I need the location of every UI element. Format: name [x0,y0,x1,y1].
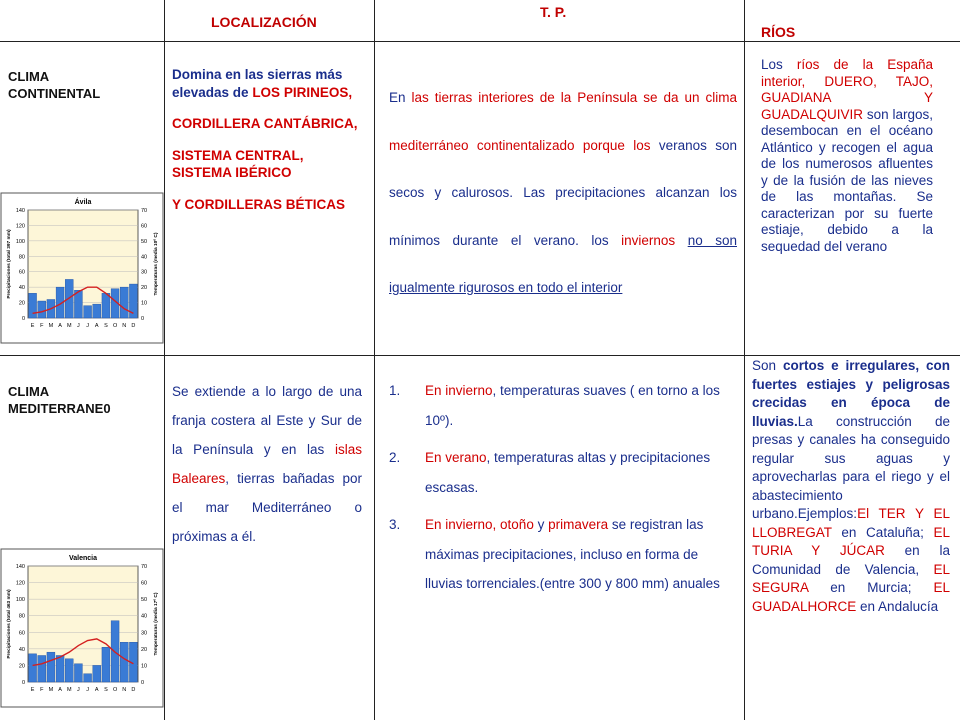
mediterraneo-rios-r4: EL GUADALHORCE [752,580,950,614]
y2-tick-label: 20 [141,646,148,653]
mediterraneo-tp-red: En invierno, otoño [425,517,534,532]
continental-tp-red1: las tierras interiores de la Península se da un clima mediterráneo continentalizado porque los [389,90,737,153]
mediterraneo-tp-item [389,510,737,599]
continental-tp-underline: no son igualmente rigurosos en todo el interior [389,232,737,295]
header-tp: T. P. [540,4,567,20]
mediterraneo-rios-t4: en Andalucía [856,598,939,614]
table-border-col-1 [164,0,165,720]
y-tick-label: 140 [15,208,25,214]
precip-bar [102,293,110,318]
mediterraneo-rios-mid: La construcción de presas y canales ha conseguido regular sus aguas y aprovecharlas para el riego y el abastecimiento urbano.Ejemplos: [752,413,950,521]
x-tick-label: D [131,687,136,693]
mediterraneo-rios-t1: en Cataluña; [831,524,934,540]
y-tick-label: 120 [15,223,25,230]
mediterraneo-tp-red2: primavera [548,517,609,532]
continental-loc-item: CORDILLERA CANTÁBRICA, [172,116,358,131]
continental-loc-pirineos: LOS PIRINEOS, [252,84,353,100]
table-border-col-3 [744,0,745,720]
continental-rios-post: son largos, desembocan en el océano Atlántico y recogen el agua de los numerosos afluentes y de la fusión de las nieves de las montañas. Se caracterizan por su fuerte estiaje, debido a la sequedad del verano [761,106,933,254]
mediterraneo-loc-red: islas Baleares [172,442,362,486]
precip-bar [56,655,64,682]
table-border-row-2 [0,355,960,356]
chart-title: Ávila [74,199,92,206]
y2-tick-label: 0 [141,680,145,686]
mediterraneo-rios-pre: Son [752,358,783,373]
mediterraneo-rios-r3: EL SEGURA [752,561,950,595]
y2-tick-label: 70 [141,564,148,570]
x-tick-label: M [66,323,72,329]
x-tick-label: N [122,687,127,693]
mediterraneo-tp-rest: se registran las máximas precipitaciones, incluso en forma de lluvias torrenciales.(entre 300 y 800 mm) anuales [425,517,720,591]
x-tick-label: E [30,687,35,693]
y2-tick-label: 20 [141,285,148,292]
mediterraneo-rios-r2: EL TURIA Y JÚCAR [752,524,950,558]
table-border-row-1 [0,41,960,42]
continental-tp-pre: En [389,90,412,105]
y-axis-label: Precipitaciones (total 463 mm) [7,589,12,659]
x-tick-label: A [94,687,99,693]
precip-bar [38,301,46,318]
precip-bar [93,304,101,318]
x-tick-label: J [86,687,89,693]
x-tick-label: N [122,323,127,329]
precip-bar [120,287,128,318]
y-tick-label: 100 [15,597,25,604]
precip-bar [102,647,110,682]
table-border-col-2 [374,0,375,720]
y2-tick-label: 60 [141,223,148,230]
mediterraneo-tp-red: En verano [425,450,487,465]
continental-tp-red2: inviernos [621,232,676,248]
y2-tick-label: 30 [141,630,148,637]
mediterraneo-rios-t2: en la Comunidad de Valencia, [752,543,950,577]
y-tick-label: 20 [18,300,25,307]
precip-bar [47,652,55,682]
continental-rios-rivers: DUERO, TAJO, GUADIANA Y GUADALQUIVIR [761,73,933,122]
y-tick-label: 140 [15,564,25,570]
mediterraneo-rios-bold: cortos e irregulares, con fuertes estiajes y peligrosas crecidas en época de lluvias. [752,358,950,429]
precip-bar [93,665,101,682]
y2-axis-label: Temperaturas (media 10º C) [154,232,159,296]
precip-bar [84,674,92,682]
mediterraneo-loc-pre: Se extiende a lo largo de una franja costera al Este y Sur de la Península y en las [172,384,362,457]
row-label-continental: CLIMA CONTINENTAL [8,69,101,101]
x-tick-label: F [40,323,44,329]
continental-loc-item: SISTEMA CENTRAL, SISTEMA IBÉRICO [172,147,304,180]
x-tick-label: J [77,323,80,329]
climate-chart-valencia [0,548,164,708]
x-tick-label: O [112,687,118,693]
y2-tick-label: 0 [141,316,145,322]
continental-loc-item: Y CORDILLERAS BÉTICAS [172,196,346,212]
mediterraneo-tp-rest: , temperaturas suaves ( en torno a los 10º). [425,383,720,428]
x-tick-label: A [58,687,62,693]
chart-title: Valencia [68,555,98,562]
x-tick-label: J [86,323,89,329]
mediterraneo-tp-item [389,443,737,502]
continental-rios-red: ríos de la España interior, [761,57,933,89]
x-tick-label: M [66,687,72,693]
mediterraneo-tp-rest: , temperaturas altas y precipitaciones escasas. [425,450,711,495]
x-tick-label: F [40,687,44,693]
header-localizacion: LOCALIZACIÓN [211,14,317,30]
precip-bar [74,664,82,682]
y-tick-label: 40 [18,285,25,292]
y-tick-label: 20 [18,663,25,670]
y-tick-label: 80 [18,613,25,620]
list-number: 3. [389,517,401,532]
y2-tick-label: 10 [141,663,148,670]
continental-localizacion [172,66,362,227]
precip-bar [38,655,46,682]
y2-tick-label: 60 [141,580,148,587]
y-tick-label: 60 [18,630,25,637]
y-tick-label: 80 [18,254,25,261]
y-tick-label: 60 [18,269,25,276]
continental-tp-mid: veranos son secos y calurosos. Las precipitaciones alcanzan los mínimos durante el verano. los [389,137,737,248]
mediterraneo-rios-r1: El TER Y EL LLOBREGAT [752,506,950,540]
y2-tick-label: 70 [141,208,148,214]
mediterraneo-tp-and: y [533,517,549,532]
row-label-mediterraneo: CLIMA MEDITERRANE0 [8,384,111,416]
header-rios: RÍOS [761,24,796,40]
mediterraneo-loc-post: , tierras bañadas por el mar Mediterráneo o próximas a él. [172,471,362,544]
list-number: 1. [389,383,401,398]
y-tick-label: 40 [18,646,25,653]
x-tick-label: O [112,323,118,329]
x-tick-label: A [94,323,99,329]
continental-tp [389,74,737,312]
y2-tick-label: 30 [141,269,148,276]
y-tick-label: 100 [15,238,25,245]
continental-loc-intro: Domina en las sierras más elevadas de [172,67,343,100]
mediterraneo-rios [752,357,950,616]
continental-rios [761,57,933,255]
y-tick-label: 0 [21,316,25,322]
mediterraneo-rios-t3: en Murcia; [808,580,934,595]
y-tick-label: 0 [21,680,25,686]
x-tick-label: D [131,323,136,329]
x-tick-label: S [104,323,108,329]
x-tick-label: M [48,323,54,329]
precip-bar [84,306,92,318]
mediterraneo-tp-item [389,376,737,435]
climate-chart-avila [0,192,164,344]
continental-rios-pre: Los [761,57,797,72]
y2-tick-label: 40 [141,613,148,620]
y-tick-label: 120 [15,580,25,587]
precip-bar [120,642,128,682]
mediterraneo-tp-red: En invierno [425,383,493,398]
y2-tick-label: 10 [141,300,148,307]
x-tick-label: M [48,687,54,693]
x-tick-label: A [58,323,62,329]
y2-tick-label: 50 [141,597,148,604]
y2-axis-label: Temperaturas (media 17º C) [154,592,159,656]
x-tick-label: E [30,323,35,329]
mediterraneo-tp [389,376,737,607]
x-tick-label: J [77,687,80,693]
x-tick-label: S [104,687,108,693]
precip-bar [65,659,73,682]
precip-bar [29,293,37,318]
y2-tick-label: 40 [141,254,148,261]
y2-tick-label: 50 [141,238,148,245]
list-number: 2. [389,450,401,465]
y-axis-label: Precipitaciones (total 397 mm) [7,229,12,299]
mediterraneo-localizacion [172,377,362,551]
precip-bar [29,654,37,682]
